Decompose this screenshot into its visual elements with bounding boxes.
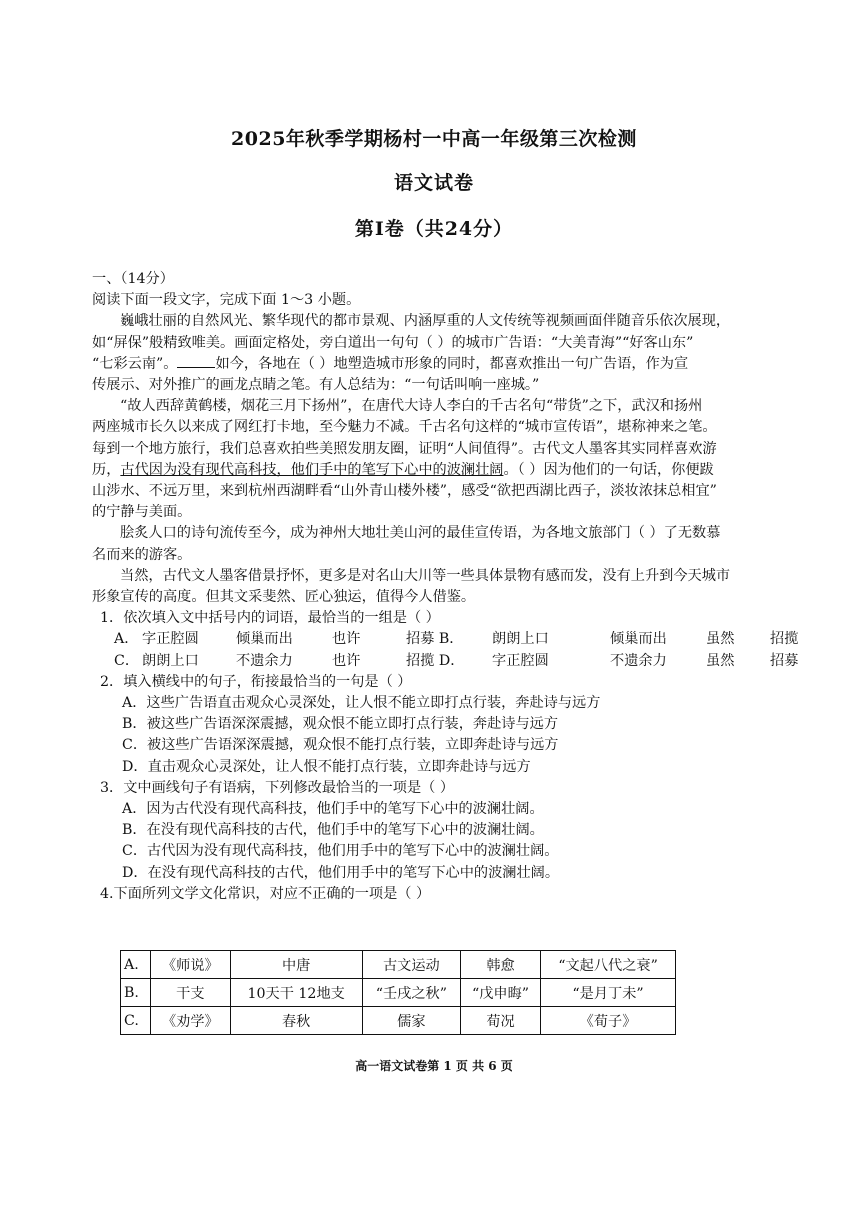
table-cell: 10天干 12地支 (230, 979, 362, 1007)
passage-line: 如“屏保”般精致唯美。画面定格处，旁白道出一句句（ ）的城市广告语：“大美青海”“好客山东” (92, 334, 694, 351)
choice-d: D．直击观众心灵深处，让人恨不能打点行装，立即奔赴诗与远方 (122, 758, 531, 775)
table-cell: A. (121, 951, 151, 979)
passage-line: 名而来的游客。 (92, 546, 192, 563)
underlined-sentence: 古代因为没有现代高科技，他们手中的笔写下心中的波澜壮阔 (120, 461, 504, 478)
fill-blank (177, 355, 215, 368)
table-cell: “文起八代之衰” (541, 951, 676, 979)
table-cell: “是月丁未” (541, 979, 676, 1007)
table-cell: C. (121, 1007, 151, 1035)
choice-c: C．古代因为没有现代高科技，他们用手中的笔写下心中的波澜壮阔。 (122, 843, 559, 860)
question-stem: 3．文中画线句子有语病，下列修改最恰当的一项是（ ） (100, 779, 455, 796)
passage-text: “七彩云南”。 (92, 355, 178, 372)
option-cell: 招募 B． (406, 631, 464, 648)
option-cell: 字正腔圆 (492, 652, 549, 669)
choice-d: D．在没有现代高科技的古代，他们用手中的笔写下心中的波澜壮阔。 (122, 864, 560, 881)
option-cell: 字正腔圆 (142, 631, 199, 648)
choice-a: A．因为古代没有现代高科技，他们手中的笔写下心中的波澜壮阔。 (122, 801, 544, 818)
choice-c: C．被这些广告语深深震撼，观众恨不能打点行装，立即奔赴诗与远方 (122, 737, 559, 754)
passage-line (92, 460, 842, 481)
question-2 (92, 672, 842, 778)
option-cell: 招募 (770, 652, 799, 669)
passage-line: 巍峨壮丽的自然风光、繁华现代的都市景观、内涵厚重的人文传统等视频画面伴随音乐依次展现， (120, 313, 731, 330)
option-cell: 不遗余力 (236, 652, 293, 669)
passage-line: 当然，古代文人墨客借景抒怀，更多是对名山大川等一些具体景物有感而发，没有上升到今天城市 (120, 567, 731, 584)
question-stem: 1．依次填入文中括号内的词语，最恰当的一组是（ ） (100, 610, 440, 627)
question-stem: 4.下面所列文学文化常识，对应不正确的一项是（ ） (100, 885, 431, 902)
literature-table (120, 950, 676, 1035)
table-row (121, 1007, 676, 1035)
passage-line: 脍炙人口的诗句流传至今，成为神州大地壮美山河的最佳宣传语，为各地文旅部门（ ）了无数慕 (120, 525, 721, 542)
option-cell: 倾巢而出 (610, 631, 667, 648)
table-row (121, 951, 676, 979)
passage-text: 。（ ）因为他们的一句话，你便跋 (503, 461, 714, 478)
choice-b: B．被这些广告语深深震撼，观众恨不能立即打点行装，奔赴诗与远方 (122, 716, 559, 733)
passage-text: 历， (92, 461, 121, 478)
option-cell: 朗朗上口 (142, 652, 199, 669)
table-cell: 干支 (151, 979, 231, 1007)
table-cell: “戊申晦” (461, 979, 541, 1007)
reading-passage (92, 311, 842, 608)
table-cell: 《荀子》 (541, 1007, 676, 1035)
passage-line: 传展示、对外推广的画龙点睛之笔。有人总结为：“一句话叫响一座城。” (92, 377, 540, 394)
choice-a: A．这些广告语直击观众心灵深处，让人恨不能立即打点行装，奔赴诗与远方 (122, 695, 601, 712)
passage-line: 的宁静与美面。 (92, 504, 192, 521)
option-cell: 也许 (332, 652, 361, 669)
table-cell: 《劝学》 (151, 1007, 231, 1035)
option-cell: 倾巢而出 (236, 631, 293, 648)
table-cell: “壬戌之秋” (362, 979, 460, 1007)
subject-title: 语文试卷 (393, 172, 474, 194)
passage-line: 形象宣传的高度。但其文采斐然、匠心独运，值得今人借鉴。 (92, 589, 476, 606)
table-cell: 儒家 (362, 1007, 460, 1035)
option-cell: A． (114, 631, 139, 648)
option-cell: 虽然 (706, 652, 735, 669)
passage-line (92, 354, 842, 375)
passage-line: 每到一个地方旅行，我们总喜欢拍些美照发朋友圈，证明“人间值得”。古代文人墨客其实同样喜欢游 (92, 440, 717, 457)
question-4 (92, 884, 842, 905)
option-cell: 朗朗上口 (492, 631, 549, 648)
table-cell: 《师说》 (151, 951, 231, 979)
table-cell: 荀况 (461, 1007, 541, 1035)
table-cell: 韩愈 (461, 951, 541, 979)
table-cell: 古文运动 (362, 951, 460, 979)
section-instruction: 阅读下面一段文字，完成下面 1～3 小题。 (92, 292, 361, 309)
table-cell: 春秋 (230, 1007, 362, 1035)
question-3 (92, 778, 842, 884)
exam-title: 2025年秋季学期杨村一中高一年级第三次检测 (231, 128, 637, 150)
option-cell: C． (114, 652, 140, 669)
passage-line: “故人西辞黄鹤楼，烟花三月下扬州”，在唐代大诗人李白的千古名句“带货”之下，武汉和扬州 (120, 398, 703, 415)
option-cell: 招揽 (770, 631, 799, 648)
passage-text: 如今，各地在（ ）地塑造城市形象的同时，都喜欢推出一句广告语，作为宣 (215, 355, 689, 372)
option-row-a-b (92, 629, 842, 650)
part-title: 第Ⅰ卷（共24分） (354, 218, 514, 240)
choice-b: B．在没有现代高科技的古代，他们手中的笔写下心中的波澜壮阔。 (122, 822, 544, 839)
table-row (121, 979, 676, 1007)
exam-content (92, 269, 842, 905)
option-cell: 不遗余力 (610, 652, 667, 669)
table-cell: B. (121, 979, 151, 1007)
option-row-c-d (92, 651, 842, 672)
passage-line: 两座城市长久以来成了网红打卡地，至今魅力不减。千古名句这样的“城市宣传语”，堪称神来之笔。 (92, 419, 717, 436)
question-1 (92, 608, 842, 672)
option-cell: 也许 (332, 631, 361, 648)
page-footer: 高一语文试卷第 1 页 共 6 页 (355, 1059, 513, 1073)
question-stem: 2．填入横线中的句子，衔接最恰当的一句是（ ） (100, 673, 412, 690)
section-heading: 一、（14分） (92, 271, 174, 287)
option-cell: 招揽 D． (406, 652, 465, 669)
passage-line: 山涉水、不远万里，来到杭州西湖畔看“山外青山楼外楼”，感受“欲把西湖比西子，淡妆浓抹总相宜” (92, 483, 717, 500)
table-cell: 中唐 (230, 951, 362, 979)
option-cell: 虽然 (706, 631, 735, 648)
